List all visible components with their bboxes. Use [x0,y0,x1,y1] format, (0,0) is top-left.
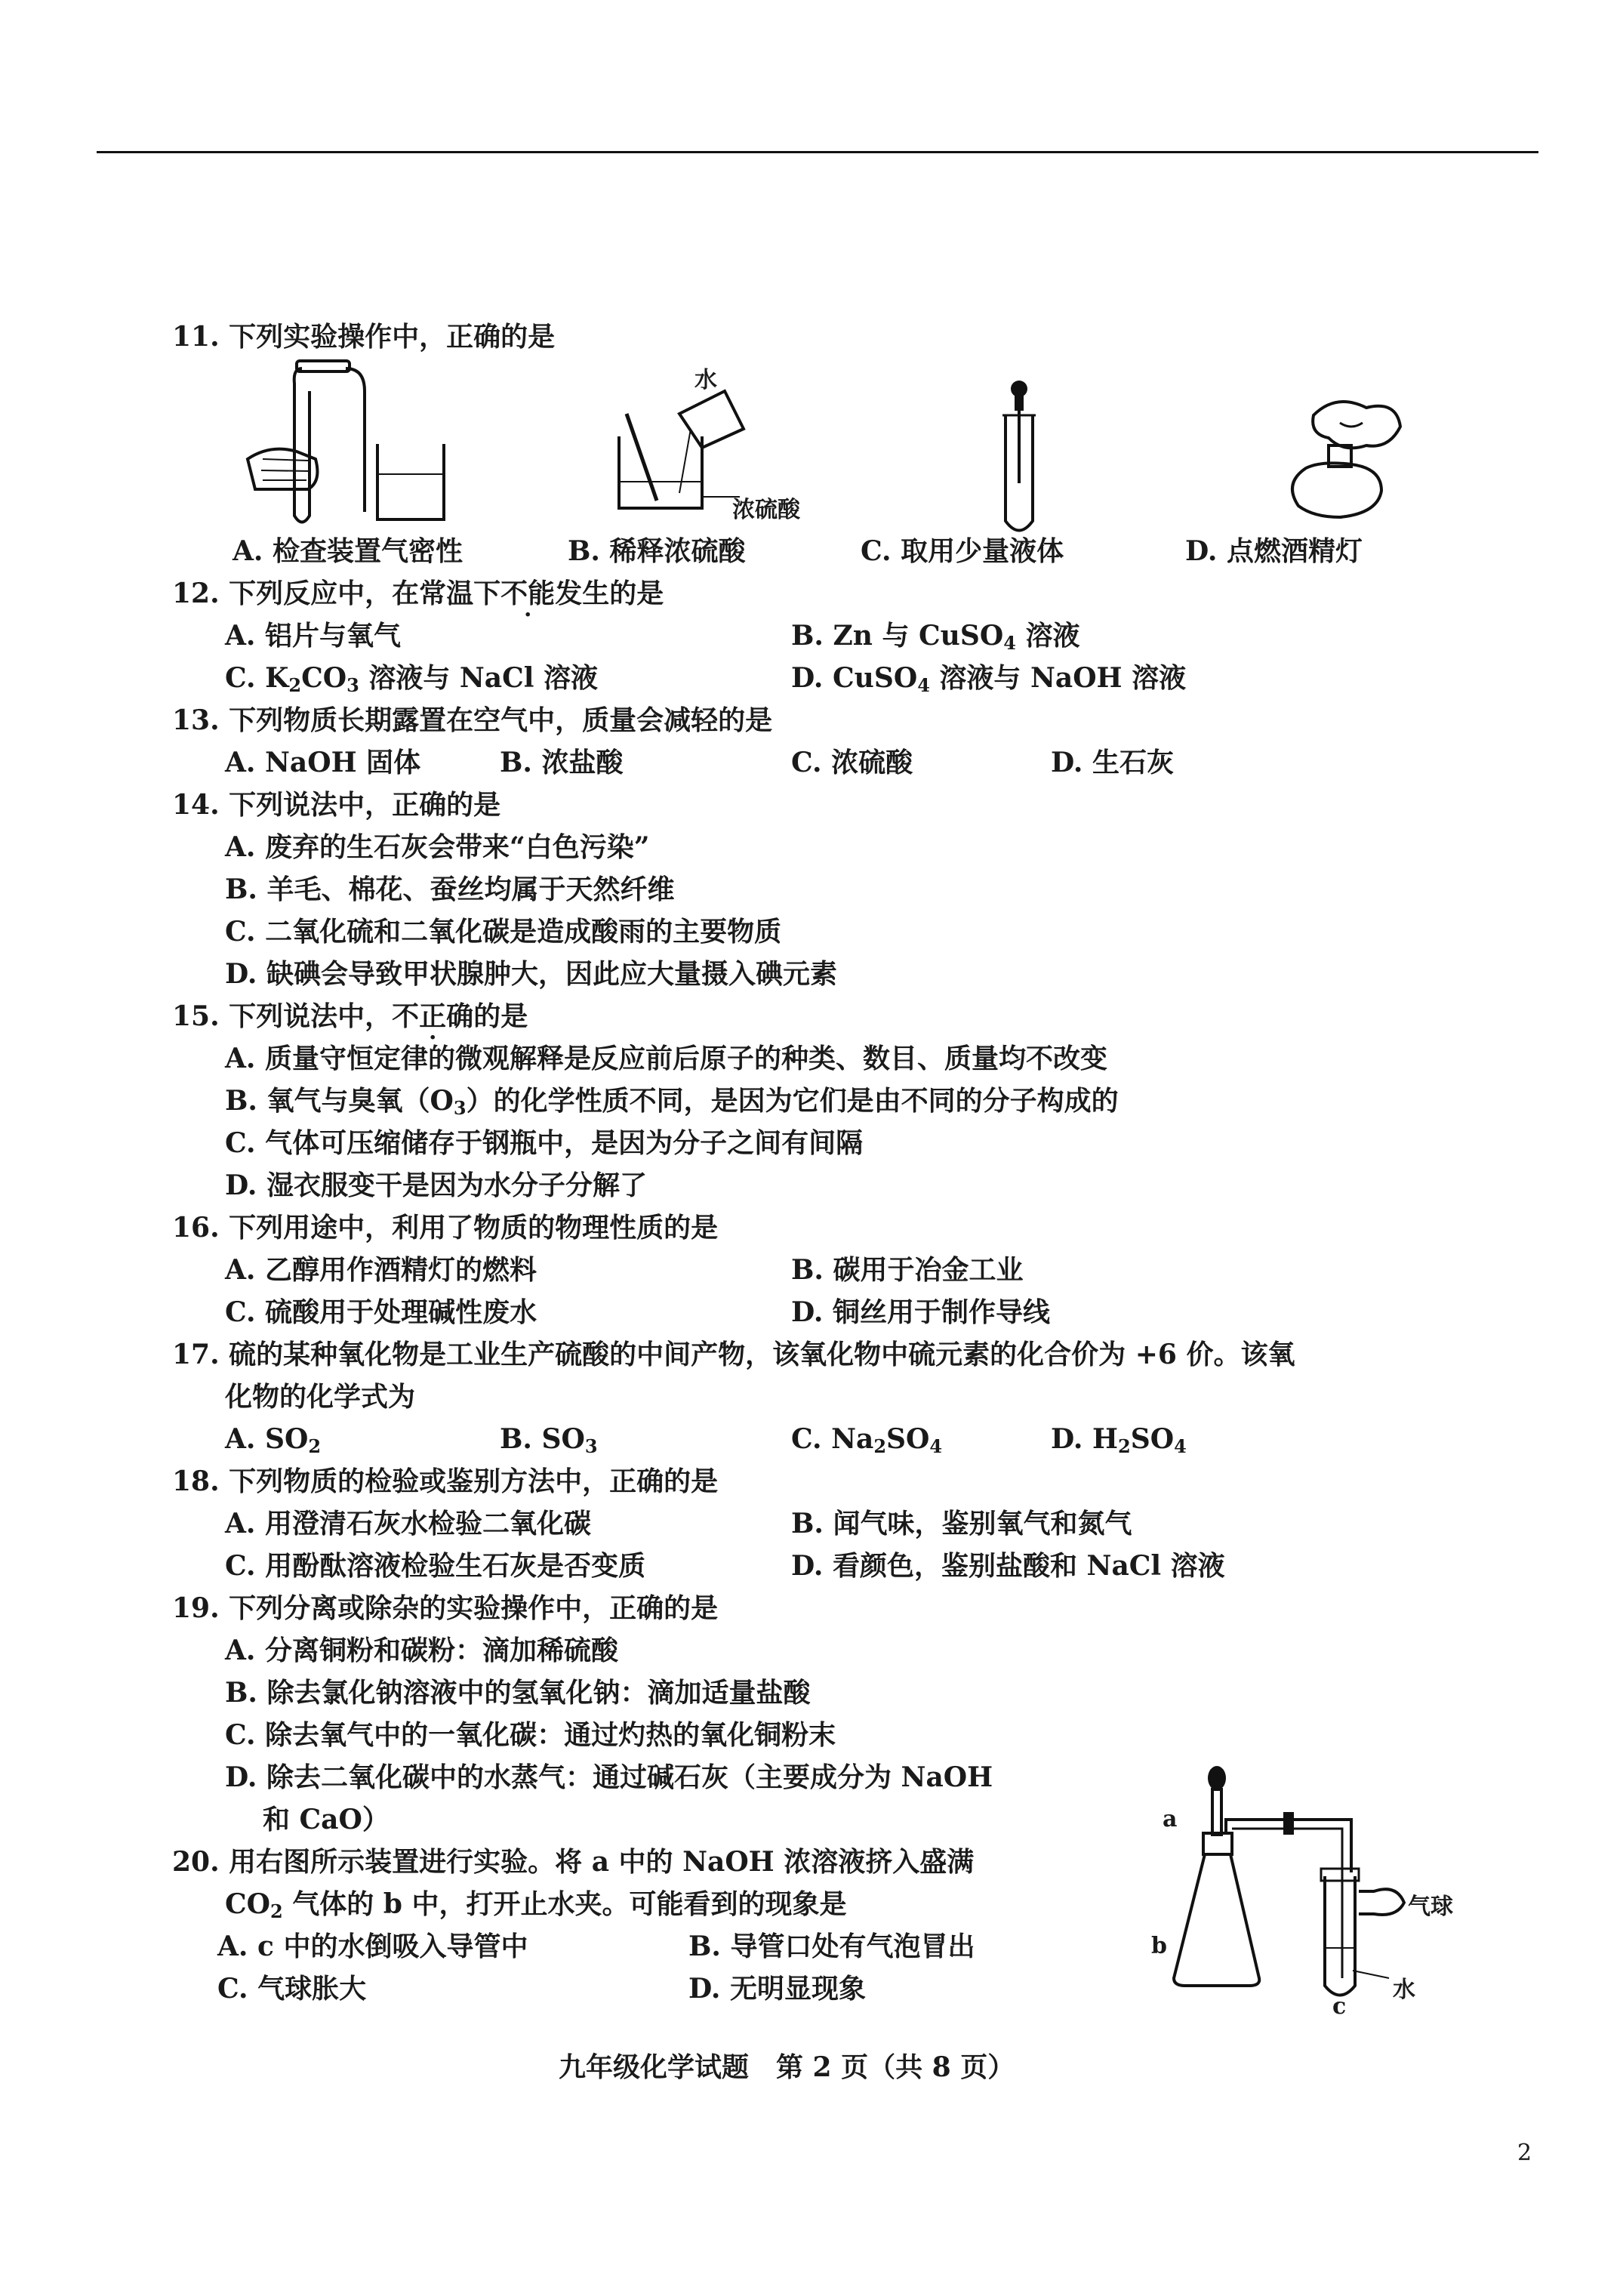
q16-option-d: D. 铜丝用于制作导线 [791,1296,1051,1328]
page-footer: 九年级化学试题 第 2 页（共 8 页） [559,2051,1015,2083]
q18-option-c: C. 用酚酞溶液检验生石灰是否变质 [225,1550,646,1582]
q20-label-c: c [1332,1993,1347,2020]
q19-option-a: A. 分离铜粉和碳粉：滴加稀硫酸 [225,1635,618,1666]
q18-option-d: D. 看颜色，鉴别盐酸和 NaCl 溶液 [791,1550,1225,1582]
q20-label-water: 水 [1393,1977,1415,2003]
q20-label-balloon: 气球 [1408,1894,1453,1920]
q16-option-b: B. 碳用于冶金工业 [791,1254,1024,1286]
q14-stem: 14. 下列说法中，正确的是 [172,789,501,821]
q17-option-c: C. $Na_2SO_4$ [791,1423,943,1457]
q18-option-a: A. 用澄清石灰水检验二氧化碳 [225,1508,591,1539]
q20-stem-line1: 20. 用右图所示装置进行实验。将 a 中的 NaOH 浓溶液挤入盛满 [172,1846,975,1878]
page-number: 2 [1517,2140,1532,2166]
q11-figure-a [240,361,421,530]
q19-stem: 19. 下列分离或除杂的实验操作中，正确的是 [172,1592,719,1624]
q16-stem: 16. 下列用途中，利用了物质的物理性质的是 [172,1212,719,1244]
q14-option-d: D. 缺碘会导致甲状腺肿大，因此应大量摄入碘元素 [225,958,838,990]
q11-stem: 11. 下列实验操作中，正确的是 [172,321,556,353]
q20-label-b: b [1151,1933,1167,1959]
q19-option-b: B. 除去氯化钠溶液中的氢氧化钠：滴加适量盐酸 [225,1677,811,1709]
q18-option-b: B. 闻气味，鉴别氧气和氮气 [791,1508,1132,1539]
q20-option-c: C. 气球胀大 [217,1973,367,2005]
q13-option-b: B. 浓盐酸 [500,747,624,778]
q19-option-d-continued: 和 CaO） [263,1804,390,1835]
q11-figure-c [989,378,1049,539]
q16-option-c: C. 硫酸用于处理碱性废水 [225,1296,537,1328]
q20-option-d: D. 无明显现象 [688,1973,867,2005]
q12-option-b: B. Zn 与 CuSO$_4$ 溶液 [791,620,1080,654]
q17-stem-line1: 17. 硫的某种氧化物是工业生产硫酸的中间产物，该氧化物中硫元素的化合价为 +6 价。该氧 [172,1339,1295,1370]
q20-option-b: B. 导管口处有气泡冒出 [688,1931,975,1962]
q18-stem: 18. 下列物质的检验或鉴别方法中，正确的是 [172,1465,719,1497]
q17-option-b: B. $SO_3$ [500,1423,598,1457]
q17-stem-line2: 化物的化学式为 [225,1381,416,1413]
q19-option-c: C. 除去氧气中的一氧化碳：通过灼热的氧化铜粉末 [225,1719,836,1751]
q11-figure-d [1268,393,1412,532]
q11-figure-b-acid-label: 浓硫酸 [732,497,800,523]
q17-option-d: D. $H_2SO_4$ [1051,1423,1187,1457]
q11-figure-b-water-label: 水 [694,367,717,393]
q13-option-a: A. NaOH 固体 [225,747,421,778]
q20-option-a: A. c 中的水倒吸入导管中 [217,1931,528,1962]
top-rule [97,151,1538,153]
q13-stem: 13. 下列物质长期露置在空气中，质量会减轻的是 [172,704,773,736]
q12-option-c: C. $K_2CO_3$ 溶液与 NaCl 溶液 [225,662,598,696]
q15-option-a: A. 质量守恒定律的微观解释是反应前后原子的种类、数目、质量均不改变 [225,1043,1107,1074]
q15-stem: 15. 下列说法中，不正确的是 [172,1000,528,1032]
q15-option-c: C. 气体可压缩储存于钢瓶中，是因为分子之间有间隔 [225,1127,864,1159]
q15-option-d: D. 湿衣服变干是因为水分子分解了 [225,1170,648,1201]
q20-label-a: a [1163,1806,1178,1832]
q13-option-d: D. 生石灰 [1051,747,1175,778]
q15-option-b: B. 氧气与臭氧$(O_3)$的化学性质不同，是因为它们是由不同的分子构成的 [225,1085,1119,1119]
q20-stem-line2: $CO_2$ 气体的 b 中，打开止水夹。可能看到的现象是 [225,1888,847,1922]
q17-option-a: A. $SO_2$ [225,1423,322,1457]
q11-option-a: A. 检查装置气密性 [233,535,463,567]
q11-option-d: D. 点燃酒精灯 [1185,535,1363,567]
q11-option-b: B. 稀释浓硫酸 [568,535,746,567]
q13-option-c: C. 浓硫酸 [791,747,913,778]
q19-option-d: D. 除去二氧化碳中的水蒸气：通过碱石灰（主要成分为 NaOH [225,1761,993,1793]
q14-option-c: C. 二氧化硫和二氧化碳是造成酸雨的主要物质 [225,916,782,948]
q14-option-b: B. 羊毛、棉花、蚕丝均属于天然纤维 [225,874,675,905]
q16-option-a: A. 乙醇用作酒精灯的燃料 [225,1254,537,1286]
q12-stem: 12. 下列反应中，在常温下不能发生的是 [172,578,664,609]
q12-option-a: A. 铝片与氧气 [225,620,401,652]
q12-option-d: D. CuSO$_4$ 溶液与 NaOH 溶液 [791,662,1187,696]
q11-option-c: C. 取用少量液体 [861,535,1064,567]
q14-option-a: A. 废弃的生石灰会带来“白色污染” [225,831,650,863]
